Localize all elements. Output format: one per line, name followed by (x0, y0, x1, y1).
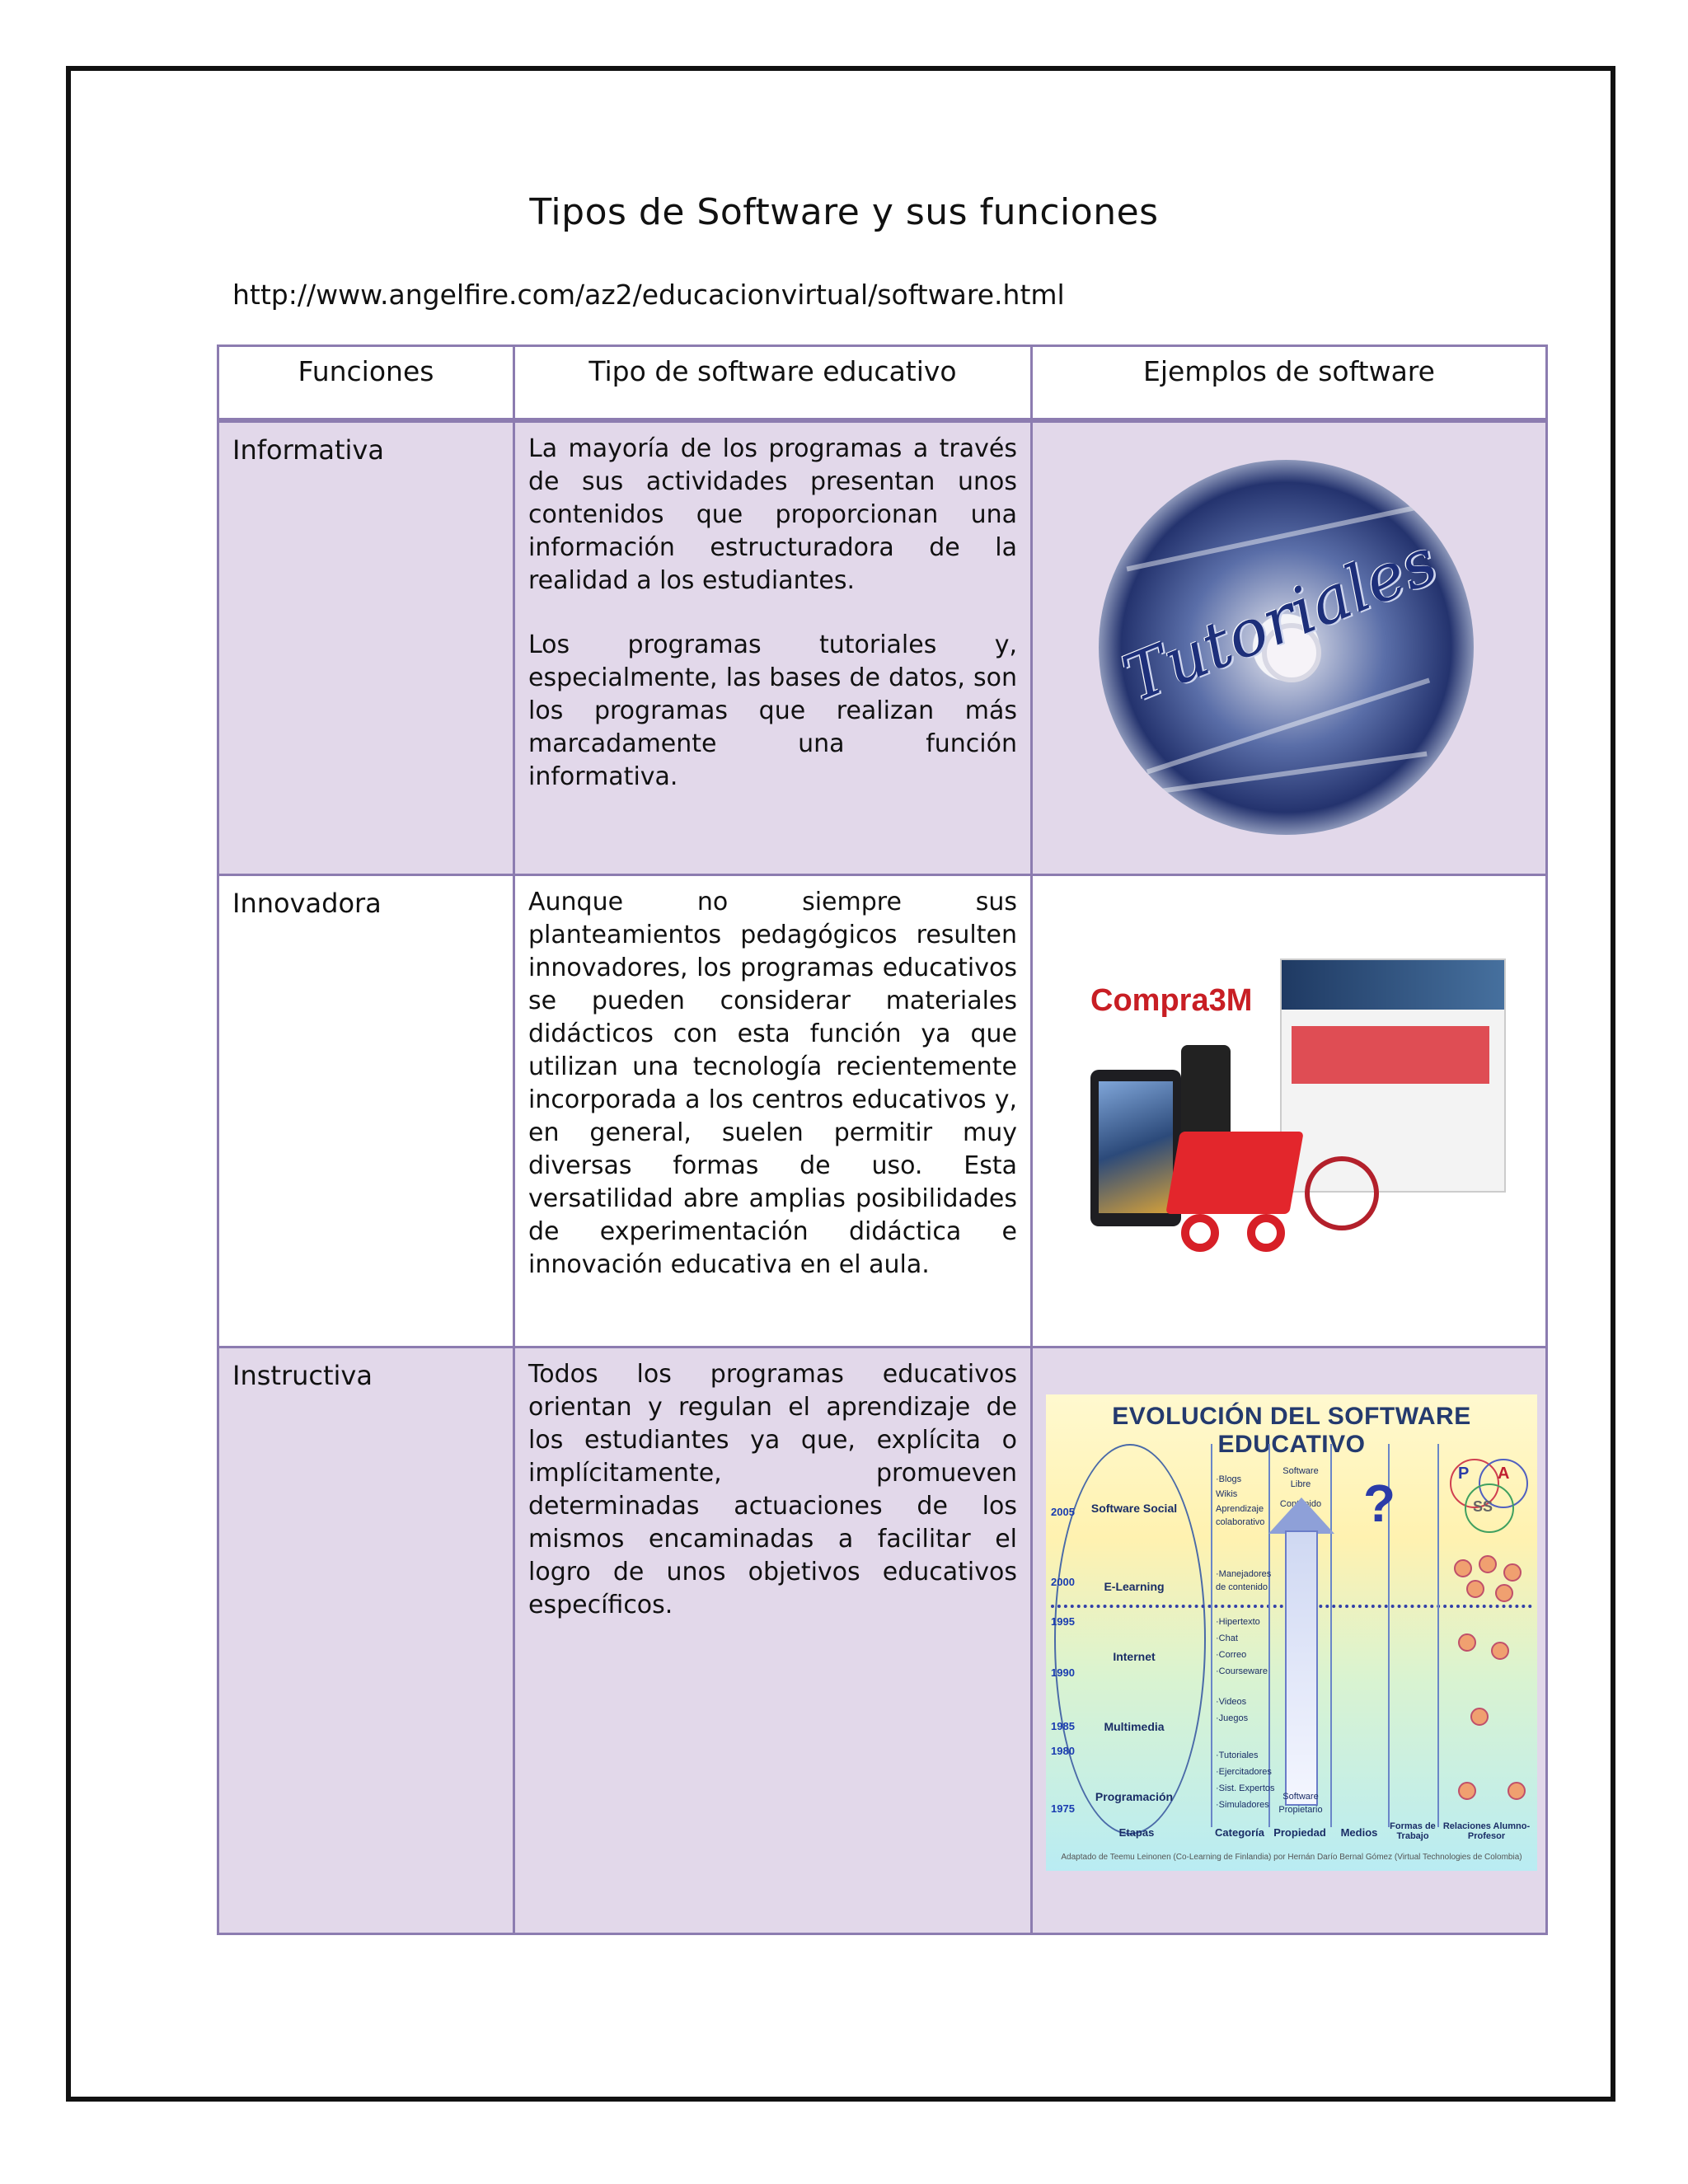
relation-node-icon (1470, 1708, 1489, 1726)
evo-property: Contenido abierto (1279, 1499, 1322, 1522)
evo-stage: Multimedia (1104, 1720, 1165, 1733)
evo-year: 2000 (1051, 1576, 1075, 1588)
evo-column-line (1211, 1444, 1212, 1827)
evo-column-label: Etapas (1118, 1826, 1155, 1839)
example-image-cell (1032, 875, 1547, 1347)
evo-column-label: Formas de Trabajo (1390, 1821, 1436, 1841)
software-table (217, 344, 1548, 1935)
cart-wheel (1247, 1214, 1285, 1252)
evo-stage: Software Social (1090, 1502, 1178, 1515)
header-funciones: Funciones (218, 346, 514, 420)
relation-node-icon (1454, 1559, 1472, 1577)
evo-title: EVOLUCIÓN DEL SOFTWARE EDUCATIVO (1112, 1403, 1471, 1458)
venn-label: P (1458, 1465, 1470, 1483)
cart-wheel (1181, 1214, 1219, 1252)
description-paragraph: Todos los programas educativos orientan y regulan el aprendizaje de los estudiantes ya que, explícita o implícitamente, promueven determinadas actuaciones de los mismos encaminadas a facilitar el logro de unos objetivos educativos específicos. (528, 1360, 1017, 1619)
evo-category: ·Ejercitadores (1216, 1767, 1272, 1777)
source-link[interactable]: http://www.angelfire.com/az2/educacionvirtual/software.html (232, 279, 1065, 311)
evo-column-label: Medios (1340, 1826, 1378, 1839)
description-paragraph: La mayoría de los programas a través de sus actividades presentan unos contenidos que proporcionan una información estructuradora de la realidad a los estudiantes. (528, 434, 1017, 595)
evo-year: 1995 (1051, 1615, 1075, 1628)
description-paragraph: Aunque no siempre sus planteamientos pedagógicos resulten innovadores, los programas educativos se pueden considerar materiales didácticos con esta función ya que utilizan una tecnología recientemente incorporada a los centros educativos y, en general, suelen permitir muy diversas formas de uso. Esta versatilidad abre amplias posibilidades de experimentación didáctica e innovación educativa en el aula. (528, 888, 1017, 1279)
evo-category: ·Courseware (1216, 1666, 1268, 1676)
relation-node-icon (1503, 1563, 1522, 1582)
evo-category: ·Videos (1216, 1697, 1247, 1707)
evo-category: ·Hipertexto (1216, 1617, 1260, 1627)
relation-node-icon (1495, 1584, 1513, 1602)
evo-property: Software Libre (1282, 1466, 1319, 1489)
evo-category: ·Juegos (1216, 1713, 1249, 1723)
evo-arrow-shaft (1285, 1530, 1318, 1806)
relation-node-icon (1466, 1580, 1484, 1598)
header-ejemplos: Ejemplos de software (1032, 346, 1547, 420)
header-tipo: Tipo de software educativo (514, 346, 1032, 420)
evo-category: ·Blogs (1216, 1474, 1242, 1484)
evo-year: 2005 (1051, 1506, 1075, 1518)
function-cell: Innovadora (218, 875, 514, 1347)
relation-node-icon (1458, 1782, 1476, 1800)
evo-footnote: Adaptado de Teemu Leinonen (Co-Learning de Finlandia) por Hernán Darío Bernal Gómez (Virtual Technologies de Colombia) (1061, 1853, 1522, 1862)
compra3m-label: Compra3M (1090, 983, 1253, 1018)
example-image-cell (1032, 1347, 1547, 1934)
up-arrow-icon (1268, 1497, 1334, 1534)
website-banner (1292, 1026, 1489, 1084)
evolucion-chart-image (1046, 1394, 1537, 1871)
evo-category: ·Simuladores (1216, 1800, 1269, 1810)
compra3m-image (1082, 950, 1511, 1296)
page-title: Tipos de Software y sus funciones (529, 191, 1159, 233)
evo-category: ·Tutoriales (1216, 1750, 1259, 1760)
venn-label: SS (1473, 1498, 1493, 1515)
evo-category: ·Sist. Expertos (1216, 1783, 1275, 1793)
table-header-row (218, 346, 1547, 420)
website-header (1282, 960, 1504, 1010)
cable-curl (1305, 1156, 1379, 1230)
table-row (218, 875, 1547, 1347)
phone-device (1181, 1045, 1231, 1144)
function-cell: Informativa (218, 420, 514, 875)
relation-node-icon (1491, 1642, 1509, 1660)
description-cell (514, 420, 1032, 875)
description-cell (514, 1347, 1032, 1934)
evo-category: Aprendizaje colaborativo (1216, 1504, 1265, 1527)
evo-year: 1990 (1051, 1666, 1075, 1679)
function-cell: Instructiva (218, 1347, 514, 1934)
evo-category: ·Chat (1216, 1633, 1238, 1643)
evo-year: 1985 (1051, 1720, 1075, 1732)
evo-year: 1975 (1051, 1802, 1075, 1815)
evo-category: Wikis (1216, 1489, 1238, 1499)
evo-year: 1980 (1051, 1745, 1075, 1757)
evo-stage: Internet (1113, 1650, 1156, 1663)
evo-category: ·Manejadores de contenido (1216, 1569, 1272, 1592)
evo-column-label: Relaciones Alumno-Profesor (1442, 1821, 1531, 1841)
relation-node-icon (1479, 1555, 1497, 1573)
description-paragraph: Los programas tutoriales y, especialmente, las bases de datos, son los programas que realizan más marcadamente una función informativa. (528, 630, 1017, 791)
description-cell (514, 875, 1032, 1347)
evo-stage: E-Learning (1104, 1580, 1165, 1593)
tablet-screen (1099, 1081, 1173, 1213)
example-image-cell (1032, 420, 1547, 875)
tutoriales-label: Tutoriales (1113, 523, 1447, 717)
website-mockup (1280, 958, 1506, 1193)
venn-label: A (1498, 1465, 1510, 1483)
evo-stage: Programación (1095, 1790, 1174, 1803)
relation-node-icon (1507, 1782, 1526, 1800)
table-row (218, 420, 1547, 875)
evo-column-line (1437, 1444, 1439, 1827)
evo-category: ·Correo (1216, 1650, 1247, 1660)
question-mark-icon: ? (1363, 1474, 1396, 1533)
evo-property: Software Propietario (1278, 1792, 1323, 1815)
evo-column-label: Categoría (1215, 1826, 1264, 1839)
evo-column-label: Propiedad (1273, 1826, 1326, 1839)
table-row (218, 1347, 1547, 1934)
disc-streak (1116, 751, 1427, 799)
cart-icon (1165, 1132, 1304, 1214)
tutoriales-image (1099, 460, 1474, 835)
relation-node-icon (1458, 1633, 1476, 1652)
